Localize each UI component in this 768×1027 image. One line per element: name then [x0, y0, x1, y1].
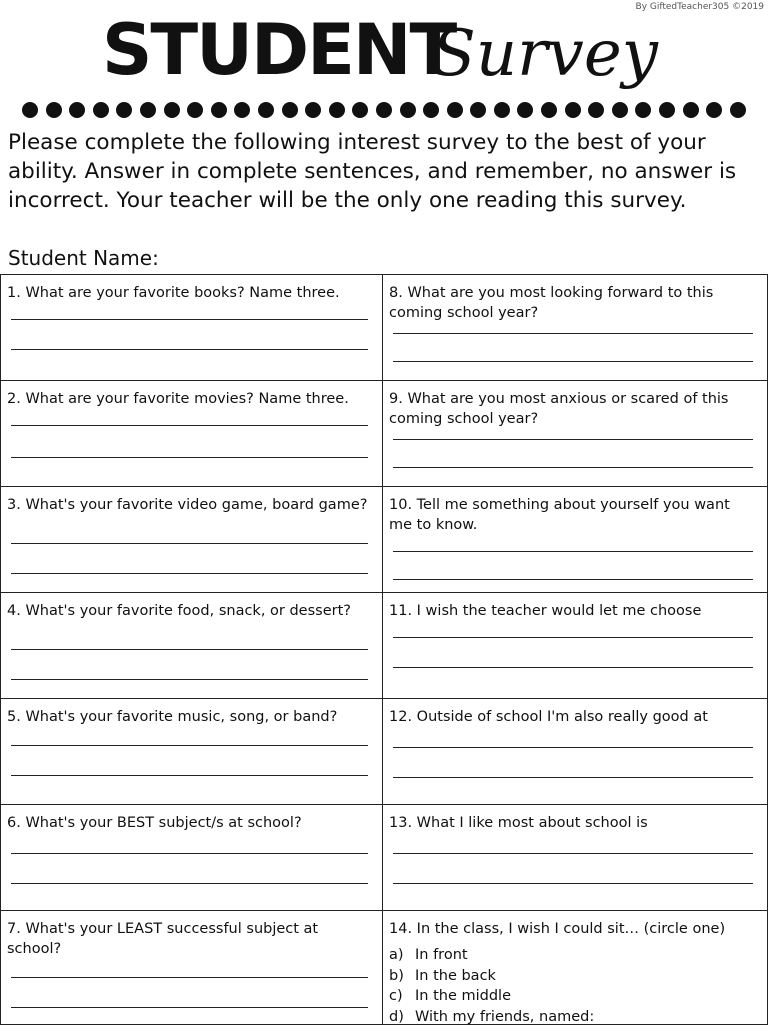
- divider-dot: [352, 102, 368, 118]
- option-letter: d): [389, 1007, 415, 1027]
- divider-dot: [140, 102, 156, 118]
- divider-dot: [116, 102, 132, 118]
- answer-line[interactable]: [11, 745, 368, 746]
- divider-dot: [612, 102, 628, 118]
- dot-divider: [22, 100, 746, 120]
- divider-dot: [305, 102, 321, 118]
- divider-dot: [588, 102, 604, 118]
- divider-dot: [282, 102, 298, 118]
- seat-options: [389, 945, 594, 1027]
- divider-dot: [164, 102, 180, 118]
- option-front[interactable]: [389, 945, 594, 966]
- credit-text: By GiftedTeacher305 ©2019: [636, 2, 764, 12]
- question-cell: [1, 381, 383, 487]
- divider-dot: [46, 102, 62, 118]
- question-cell: [1, 805, 383, 911]
- answer-line[interactable]: [393, 551, 753, 552]
- question-cell: [383, 487, 768, 593]
- question-cell: [383, 805, 768, 911]
- divider-dot: [730, 102, 746, 118]
- question-text: 12. Outside of school I'm also really good at: [389, 707, 757, 727]
- divider-dot: [494, 102, 510, 118]
- question-text: 8. What are you most looking forward to this coming school year?: [389, 283, 757, 323]
- answer-line[interactable]: [393, 333, 753, 334]
- divider-dot: [69, 102, 85, 118]
- question-cell: [1, 593, 383, 699]
- answer-line[interactable]: [393, 777, 753, 778]
- answer-line[interactable]: [11, 349, 368, 350]
- question-text: 10. Tell me something about yourself you want me to know.: [389, 495, 757, 535]
- question-cell: [1, 275, 383, 381]
- answer-line[interactable]: [11, 573, 368, 574]
- option-text: With my friends, named:: [415, 1007, 594, 1027]
- question-text: 7. What's your LEAST successful subject at school?: [7, 919, 372, 959]
- answer-line[interactable]: [393, 467, 753, 468]
- question-text: 1. What are your favorite books? Name three.: [7, 283, 372, 303]
- divider-dot: [683, 102, 699, 118]
- answer-line[interactable]: [393, 853, 753, 854]
- answer-line[interactable]: [11, 319, 368, 320]
- answer-line[interactable]: [11, 649, 368, 650]
- divider-dot: [258, 102, 274, 118]
- divider-dot: [447, 102, 463, 118]
- divider-dot: [706, 102, 722, 118]
- question-text: 9. What are you most anxious or scared of this coming school year?: [389, 389, 757, 429]
- question-cell: [383, 381, 768, 487]
- divider-dot: [234, 102, 250, 118]
- divider-dot: [22, 102, 38, 118]
- question-text: 11. I wish the teacher would let me choose: [389, 601, 757, 621]
- answer-line[interactable]: [11, 679, 368, 680]
- answer-line[interactable]: [11, 543, 368, 544]
- option-back[interactable]: [389, 966, 594, 987]
- divider-dot: [517, 102, 533, 118]
- answer-line[interactable]: [393, 637, 753, 638]
- question-cell: [1, 487, 383, 593]
- answer-line[interactable]: [393, 579, 753, 580]
- answer-line[interactable]: [393, 747, 753, 748]
- page-title: [0, 4, 768, 96]
- divider-dot: [470, 102, 486, 118]
- question-cell: [383, 911, 768, 1025]
- option-letter: c): [389, 986, 415, 1007]
- answer-line[interactable]: [11, 775, 368, 776]
- answer-line[interactable]: [11, 883, 368, 884]
- answer-line[interactable]: [393, 667, 753, 668]
- question-cell: [383, 593, 768, 699]
- answer-line[interactable]: [11, 425, 368, 426]
- student-name-label: Student Name:: [8, 246, 159, 270]
- divider-dot: [187, 102, 203, 118]
- divider-dot: [376, 102, 392, 118]
- question-text: 2. What are your favorite movies? Name three.: [7, 389, 372, 409]
- title-bold: STUDENT: [102, 8, 455, 92]
- divider-dot: [423, 102, 439, 118]
- question-text: 14. In the class, I wish I could sit… (circle one): [389, 919, 757, 939]
- option-letter: b): [389, 966, 415, 987]
- divider-dot: [93, 102, 109, 118]
- answer-line[interactable]: [11, 853, 368, 854]
- question-text: 13. What I like most about school is: [389, 813, 757, 833]
- question-cell: [383, 699, 768, 805]
- question-cell: [383, 275, 768, 381]
- question-text: 3. What's your favorite video game, board game?: [7, 495, 372, 515]
- question-cell: [1, 911, 383, 1025]
- divider-dot: [565, 102, 581, 118]
- divider-dot: [329, 102, 345, 118]
- divider-dot: [635, 102, 651, 118]
- answer-line[interactable]: [393, 883, 753, 884]
- question-text: 6. What's your BEST subject/s at school?: [7, 813, 372, 833]
- option-letter: a): [389, 945, 415, 966]
- option-text: In the back: [415, 966, 496, 987]
- question-cell: [1, 699, 383, 805]
- option-text: In front: [415, 945, 468, 966]
- divider-dot: [659, 102, 675, 118]
- answer-line[interactable]: [393, 439, 753, 440]
- question-text: 5. What's your favorite music, song, or band?: [7, 707, 372, 727]
- divider-dot: [541, 102, 557, 118]
- option-middle[interactable]: [389, 986, 594, 1007]
- answer-line[interactable]: [11, 457, 368, 458]
- divider-dot: [400, 102, 416, 118]
- survey-grid: [0, 274, 768, 1025]
- option-text: In the middle: [415, 986, 511, 1007]
- answer-line[interactable]: [11, 1007, 368, 1008]
- question-text: 4. What's your favorite food, snack, or dessert?: [7, 601, 372, 621]
- divider-dot: [211, 102, 227, 118]
- answer-line[interactable]: [393, 361, 753, 362]
- answer-line[interactable]: [11, 977, 368, 978]
- intro-text: Please complete the following interest survey to the best of your ability. Answer in complete sentences, and remember, no answer is incorrect. Your teacher will be the only one reading this survey.: [8, 128, 760, 215]
- title-script: Survey: [432, 12, 658, 96]
